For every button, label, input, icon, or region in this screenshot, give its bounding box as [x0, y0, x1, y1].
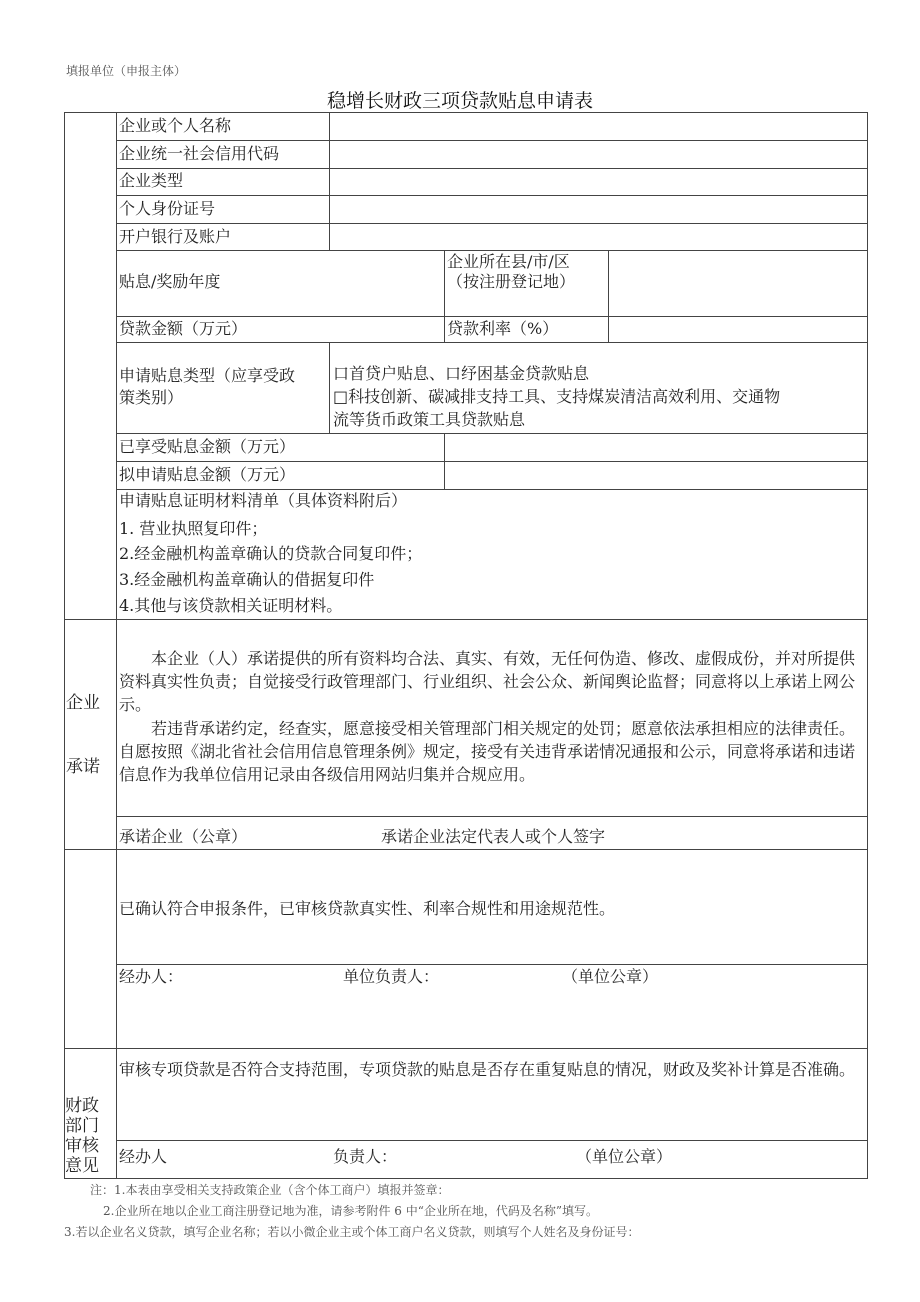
apply-amount-label: 拟申请贴息金额（万元）	[119, 465, 296, 484]
form-title: 稳增长财政三项贷款贴息申请表	[326, 90, 593, 112]
finance-handler-label: 经办人	[119, 1147, 168, 1166]
row-divider	[116, 461, 868, 462]
subsidy-type-label: 申请贴息类型（应享受政	[119, 366, 296, 385]
row-divider	[116, 316, 868, 317]
subsidy-year-label: 贴息/奖励年度	[119, 272, 221, 291]
row-divider	[116, 1140, 868, 1141]
row-divider	[116, 342, 868, 343]
row-divider	[116, 223, 868, 224]
table-border-bottom	[64, 1178, 868, 1179]
promise-seal-label: 承诺企业（公章）	[119, 827, 248, 846]
section-divider	[64, 849, 868, 850]
subsidy-type-option-1[interactable]: 口首贷户贴息、口纾困基金贷款贴息	[333, 364, 590, 383]
unit-label: 填报单位（申报主体）	[66, 64, 187, 78]
company-name-label: 企业或个人名称	[119, 116, 232, 135]
confirm-seal-label: （单位公章）	[562, 967, 659, 986]
materials-item: 4.其他与该贷款相关证明材料。	[119, 596, 343, 615]
finance-side-label: 部门	[65, 1116, 99, 1136]
confirm-head-label: 单位负责人：	[343, 967, 440, 986]
finance-seal-label: （单位公章）	[576, 1147, 673, 1166]
finance-side-label: 意见	[65, 1156, 99, 1176]
materials-title: 申请贴息证明材料清单（具体资料附后）	[119, 491, 408, 510]
subsidy-type-label-cont: 策类别）	[119, 388, 184, 407]
promise-side-label: 承诺	[66, 757, 100, 777]
subsidy-type-option-2[interactable]: □科技创新、碳减排支持工具、支持煤炭清洁高效利用、交通物	[333, 387, 781, 406]
footnote: 注：1.本表由享受相关支持政策企业（含个体工商户）填报并签章：	[90, 1183, 450, 1197]
materials-item: 1. 营业执照复印件；	[119, 519, 268, 538]
promise-sign-label: 承诺企业法定代表人或个人签字	[381, 827, 606, 846]
column-divider	[329, 112, 330, 250]
promise-side-label: 企业	[66, 693, 100, 713]
finance-side-label: 审核	[65, 1136, 99, 1156]
credit-code-label: 企业统一社会信用代码	[119, 144, 280, 163]
footnote: 3.若以企业名义贷款，填写企业名称；若以小微企业主或个体工商户名义贷款，则填写个人姓名及身份证号：	[64, 1225, 640, 1239]
loan-amount-label: 贷款金额（万元）	[119, 319, 248, 338]
id-number-label: 个人身份证号	[119, 199, 216, 218]
finance-head-label: 负责人：	[333, 1147, 398, 1166]
column-divider	[444, 433, 445, 489]
promise-paragraph-1: 本企业（人）承诺提供的所有资料均合法、真实、有效，无任何伪造、修改、虚假成份，并对所提供资料真实性负责；自觉接受行政管理部门、行业组织、社会公众、新闻舆论监督；同意将以上承诺上网公示。	[119, 649, 856, 714]
confirm-handler-label: 经办人：	[119, 967, 184, 986]
row-divider	[116, 168, 868, 169]
promise-paragraph-2: 若违背承诺约定，经查实，愿意接受相关管理部门相关规定的处罚；愿意依法承担相应的法律责任。自愿按照《湖北省社会信用信息管理条例》规定，接受有关违背承诺情况通报和公示，同意将承诺和违诺信息作为我单位信用记录由各级信用网站归集并合规应用。	[119, 719, 856, 784]
received-amount-label: 已享受贴息金额（万元）	[119, 437, 296, 456]
column-divider	[608, 250, 609, 342]
loan-rate-label: 贷款利率（%）	[447, 319, 559, 338]
row-divider	[116, 140, 868, 141]
column-divider	[329, 342, 330, 433]
finance-review-text: 审核专项贷款是否符合支持范围，专项贷款的贴息是否存在重复贴息的情况，财政及奖补计算是否准确。	[119, 1060, 856, 1079]
section-divider	[64, 1048, 868, 1049]
footnote: 2.企业所在地以企业工商注册登记地为准，请参考附件 6 中“企业所在地，代码及名称”填写。	[103, 1204, 598, 1218]
table-border-top	[64, 112, 868, 113]
region-label: 企业所在县/市/区	[447, 252, 570, 271]
row-divider	[116, 433, 868, 434]
materials-item: 3.经金融机构盖章确认的借据复印件	[119, 570, 375, 589]
region-label-note: （按注册登记地）	[447, 272, 576, 291]
finance-side-label: 财政	[65, 1096, 99, 1116]
row-divider	[116, 964, 868, 965]
column-divider	[444, 250, 445, 342]
materials-item: 2.经金融机构盖章确认的贷款合同复印件；	[119, 544, 423, 563]
table-border-right	[867, 112, 868, 1178]
section-divider	[64, 619, 868, 620]
confirm-text: 已确认符合申报条件，已审核贷款真实性、利率合规性和用途规范性。	[119, 899, 616, 918]
column-divider	[116, 112, 117, 1178]
table-border-left	[64, 112, 65, 1178]
subsidy-type-option-2-cont: 流等货币政策工具贷款贴息	[333, 410, 526, 429]
bank-account-label: 开户银行及账户	[119, 227, 232, 246]
row-divider	[116, 195, 868, 196]
company-type-label: 企业类型	[119, 171, 184, 190]
row-divider	[116, 816, 868, 817]
